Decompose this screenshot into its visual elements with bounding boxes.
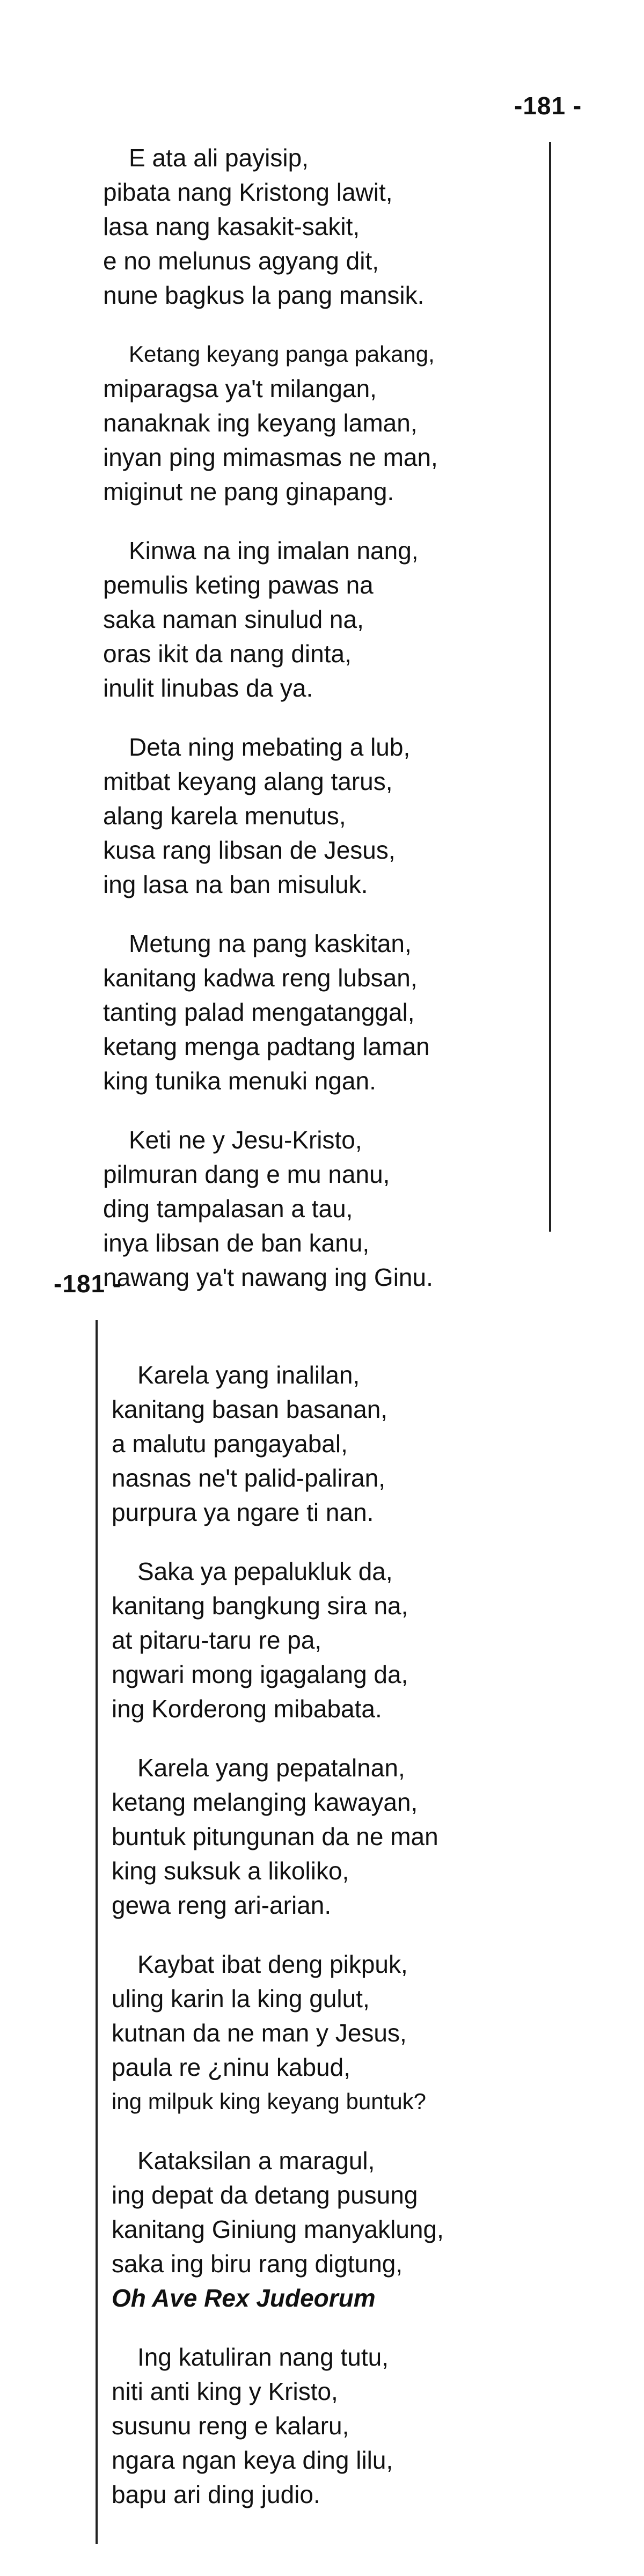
verse-line: miparagsa ya't milangan, [103, 375, 377, 402]
verse-line: kanitang basan basanan, [112, 1395, 388, 1423]
stanza [103, 533, 548, 705]
verse-line: gewa reng ari-arian. [112, 1891, 332, 1919]
stanza [103, 337, 548, 509]
verse-line: ding tampalasan a tau, [103, 1195, 353, 1223]
verse-line: nanaknak ing keyang laman, [103, 409, 418, 437]
verse-line: Saka ya pepalukluk da, [137, 1557, 393, 1585]
verse-line: miginut ne pang ginapang. [103, 478, 394, 506]
verse-line: ngara ngan keya ding lilu, [112, 2446, 393, 2474]
verse-line: buntuk pitungunan da ne man [112, 1823, 438, 1850]
verse-line: nawang ya't nawang ing Ginu. [103, 1263, 433, 1291]
verse-line: kanitang Giniung manyaklung, [112, 2215, 444, 2243]
latin-inscription: Oh Ave Rex Judeorum [112, 2284, 376, 2312]
verse-line: Kataksilan a maragul, [137, 2147, 375, 2175]
verse-line: Kinwa na ing imalan nang, [129, 537, 419, 565]
stanza [112, 1751, 595, 1922]
verse-line: susunu reng e kalaru, [112, 2412, 349, 2440]
stanza [112, 1554, 595, 1726]
verse-line: Keti ne y Jesu-Kristo, [129, 1126, 362, 1154]
verse-line: pemulis keting pawas na [103, 571, 374, 599]
stanza [103, 141, 548, 312]
verse-line: Karela yang inalilan, [137, 1361, 360, 1389]
stanza [103, 926, 548, 1098]
margin-rule [96, 1320, 98, 2544]
verse-line: ngwari mong igagalang da, [112, 1660, 408, 1688]
verse-line: nune bagkus la pang mansik. [103, 281, 425, 309]
verse-line: kanitang bangkung sira na, [112, 1592, 408, 1620]
verse-line: bapu ari ding judio. [112, 2480, 320, 2508]
verse-line: E ata ali payisip, [129, 144, 309, 172]
stanza [112, 1947, 595, 2119]
verse-line: pilmuran dang e mu nanu, [103, 1160, 390, 1188]
verse-line: Karela yang pepatalnan, [137, 1754, 405, 1782]
verse-line: ing Korderong mibabata. [112, 1695, 382, 1723]
verse-line: lasa nang kasakit-sakit, [103, 213, 360, 240]
verse-line: Kaybat ibat deng pikpuk, [137, 1950, 408, 1978]
stanza [103, 1123, 548, 1294]
stanza [103, 730, 548, 902]
verse-line: ing depat da detang pusung [112, 2181, 418, 2209]
verse-line: ing lasa na ban misuluk. [103, 870, 368, 898]
verse-line: king suksuk a likoliko, [112, 1857, 349, 1885]
verse-line: kusa rang libsan de Jesus, [103, 836, 396, 864]
verse-line: kutnan da ne man y Jesus, [112, 2019, 407, 2047]
verse-line: niti anti king y Kristo, [112, 2377, 338, 2405]
verse-line: uling karin la king gulut, [112, 1985, 370, 2012]
verse-line: pibata nang Kristong lawit, [103, 178, 393, 206]
verse-line: inya libsan de ban kanu, [103, 1229, 370, 1257]
verse-line: oras ikit da nang dinta, [103, 640, 352, 668]
verse-line: purpura ya ngare ti nan. [112, 1498, 374, 1526]
verse-line: at pitaru-taru re pa, [112, 1626, 322, 1654]
verse-line: nasnas ne't palid-paliran, [112, 1464, 385, 1492]
verse-line: saka ing biru rang digtung, [112, 2250, 403, 2278]
verse-line: ketang melanging kawayan, [112, 1788, 418, 1816]
stanza [112, 1358, 595, 1529]
page-number: -181 - [514, 92, 582, 120]
verse-line: kanitang kadwa reng lubsan, [103, 964, 418, 992]
verse-line: mitbat keyang alang tarus, [103, 767, 393, 795]
stanza [112, 2340, 595, 2512]
verse-line: alang karela menutus, [103, 802, 346, 830]
verse-line: Ketang keyang panga pakang, [129, 341, 435, 367]
verse-line: ketang menga padtang laman [103, 1033, 430, 1060]
poem-column-top [103, 141, 548, 1319]
verse-line: inyan ping mimasmas ne man, [103, 443, 438, 471]
verse-line: a malutu pangayabal, [112, 1430, 348, 1458]
stanza [112, 2143, 595, 2315]
poem-column-bottom [112, 1358, 595, 2536]
verse-line: paula re ¿ninu kabud, [112, 2053, 350, 2081]
page-number: -181 - [54, 1270, 122, 1298]
margin-rule [549, 142, 551, 1232]
verse-line: Metung na pang kaskitan, [129, 930, 412, 957]
verse-line: king tunika menuki ngan. [103, 1067, 376, 1095]
verse-line: Deta ning mebating a lub, [129, 733, 411, 761]
verse-line: tanting palad mengatanggal, [103, 998, 415, 1026]
verse-line: Ing katuliran nang tutu, [137, 2343, 389, 2371]
verse-line: inulit linubas da ya. [103, 674, 313, 702]
verse-line: saka naman sinulud na, [103, 605, 364, 633]
verse-line: e no melunus agyang dit, [103, 247, 379, 275]
verse-line: ing milpuk king keyang buntuk? [112, 2089, 427, 2114]
